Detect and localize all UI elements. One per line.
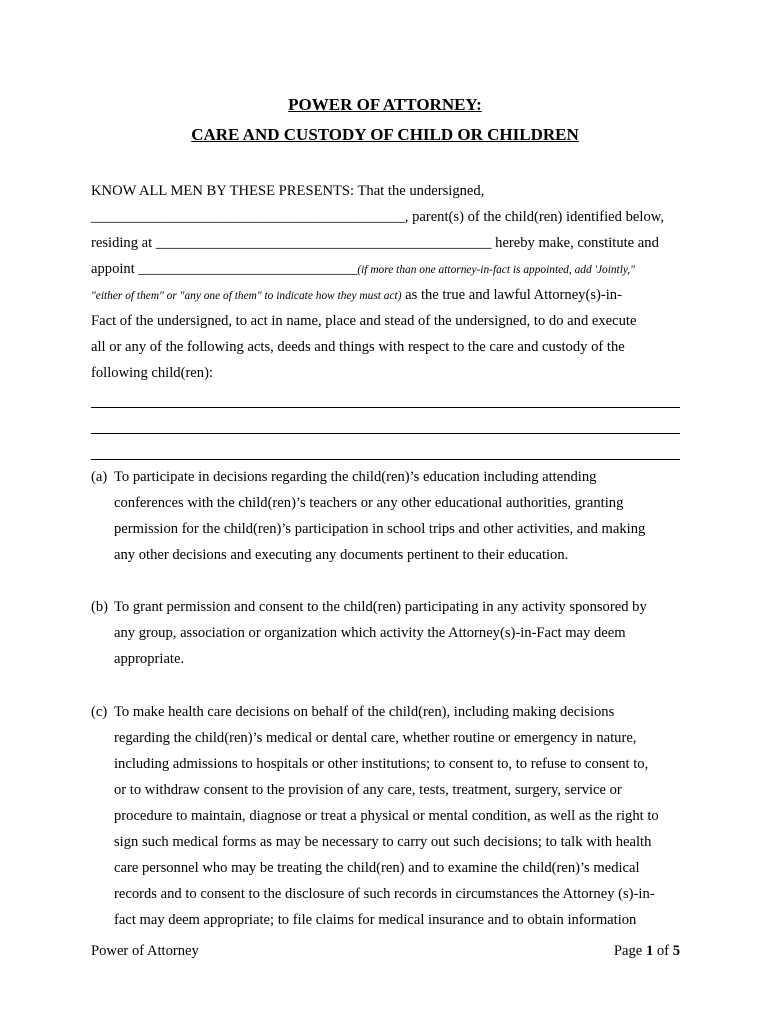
item-c-line: or to withdraw consent to the provision of any care, tests, treatment, surgery, service or <box>114 782 622 798</box>
current-page: 1 <box>645 943 654 959</box>
of-word: of <box>653 943 673 959</box>
children-blank-line <box>91 407 680 408</box>
item-b-line: any group, association or organization which activity the Attorney(s)-in-Fact may deem <box>114 625 626 641</box>
item-c-line: fact may deem appropriate; to file claims for medical insurance and to obtain information <box>114 912 637 928</box>
item-c-line: To make health care decisions on behalf of the child(ren), including making decisions <box>114 704 615 720</box>
children-blank-line <box>91 433 680 434</box>
intro-line-8: following child(ren): <box>91 365 213 381</box>
item-a-line: permission for the child(ren)’s participation in school trips and other activities, and making <box>114 521 646 537</box>
item-c-line: regarding the child(ren)’s medical or dental care, whether routine or emergency in nature, <box>114 730 637 746</box>
intro-line-1: KNOW ALL MEN BY THESE PRESENTS: That the undersigned, <box>91 183 485 199</box>
item-label: (c) <box>91 704 108 720</box>
item-a-line: To participate in decisions regarding the child(ren)’s education including attending <box>114 469 597 485</box>
item-a-line: conferences with the child(ren)’s teachers or any other educational authorities, granting <box>114 495 624 511</box>
item-c-line: including admissions to hospitals or other institutions; to consent to, to refuse to consent to, <box>114 756 649 772</box>
intro-line-4 <box>91 261 635 278</box>
item-label: (b) <box>91 599 109 615</box>
footer-title: Power of Attorney <box>91 943 199 959</box>
item-b-line: To grant permission and consent to the child(ren) participating in any activity sponsored by <box>114 599 647 615</box>
document-subtitle: CARE AND CUSTODY OF CHILD OR CHILDREN <box>191 125 579 144</box>
item-b-line: appropriate. <box>114 651 185 667</box>
appoint-blank: appoint ______________________________ <box>91 261 358 277</box>
intro-line-7: all or any of the following acts, deeds and things with respect to the care and custody of the <box>91 339 625 355</box>
item-c-line: sign such medical forms as may be necessary to carry out such decisions; to talk with health <box>114 834 652 850</box>
footer-page-number <box>614 943 680 960</box>
appoint-note: (if more than one attorney-in-fact is appointed, add 'Jointly," <box>357 264 635 276</box>
document-title: POWER OF ATTORNEY: <box>288 95 482 114</box>
intro-line-2: ___________________________________________, parent(s) of the child(ren) identified below, <box>91 209 664 225</box>
total-pages: 5 <box>672 943 680 959</box>
children-blank-line <box>91 459 680 460</box>
item-c-line: procedure to maintain, diagnose or treat a physical or mental condition, as well as the right to <box>114 808 659 824</box>
intro-line-3: residing at ______________________________________________ hereby make, constitute and <box>91 235 659 251</box>
attorney-designation: as the true and lawful Attorney(s)-in- <box>401 287 622 303</box>
appoint-note-cont: "either of them" or "any one of them" to indicate how they must act) <box>91 290 402 302</box>
item-a-line: any other decisions and executing any documents pertinent to their education. <box>114 547 569 563</box>
item-c-line: records and to consent to the disclosure of such records in circumstances the Attorney (s)-in- <box>114 886 655 902</box>
item-c-line: care personnel who may be treating the child(ren) and to examine the child(ren)’s medical <box>114 860 640 876</box>
intro-line-5 <box>91 287 622 304</box>
page-word: Page <box>613 943 646 959</box>
intro-line-6: Fact of the undersigned, to act in name, place and stead of the undersigned, to do and execute <box>91 313 637 329</box>
item-label: (a) <box>91 469 108 485</box>
